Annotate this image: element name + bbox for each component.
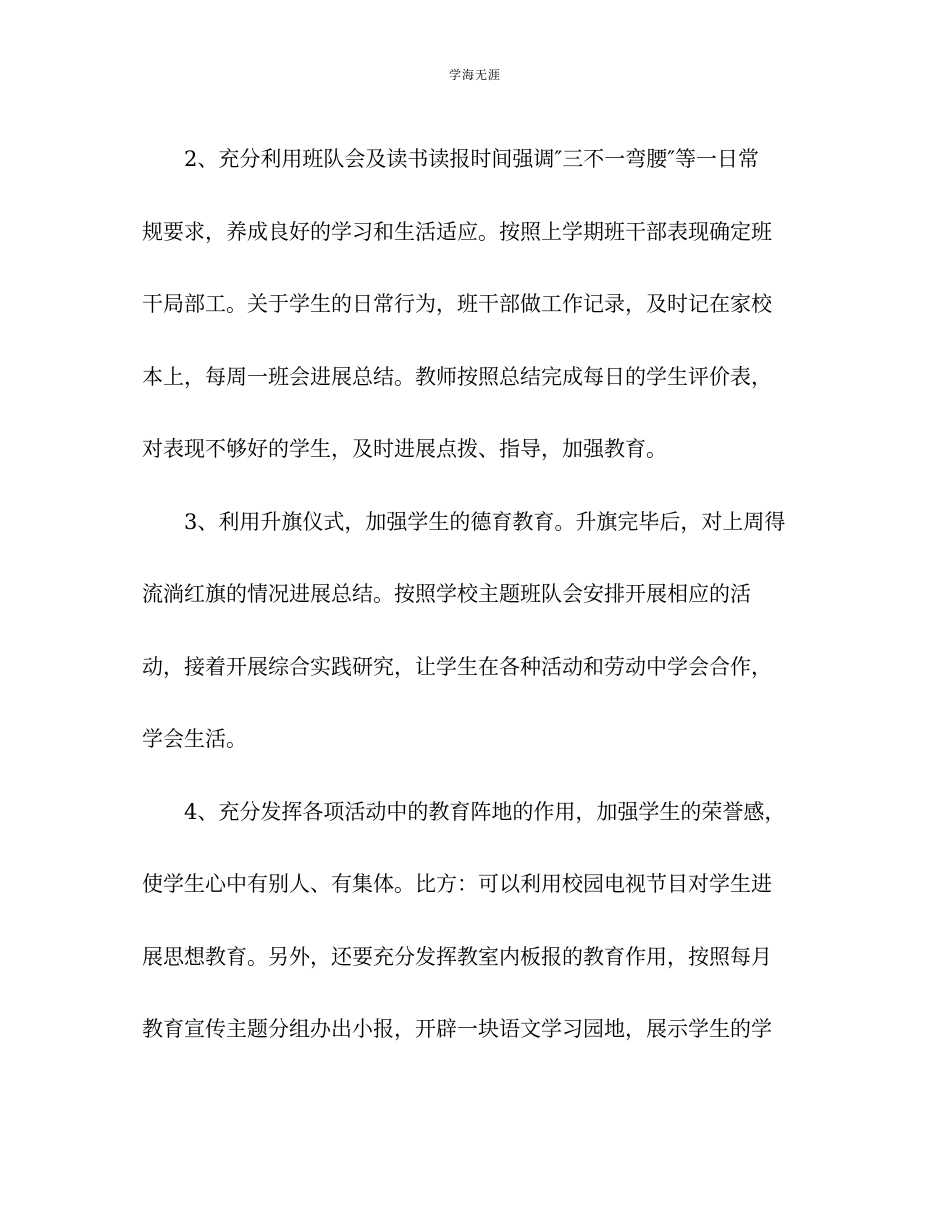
page-header: 学海无涯 — [448, 68, 501, 82]
text-line: 展思想教育。另外，还要充分发挥教室内板报的教育作用，按照每月 — [142, 944, 772, 969]
text-line: 干局部工。关于学生的日常行为，班干部做工作记录，及时记在家校 — [142, 292, 772, 316]
text-line: 流淌红旗的情况进展总结。按照学校主题班队会安排开展相应的活 — [142, 582, 751, 606]
text-line: 3、利用升旗仪式，加强学生的德育教育。升旗完毕后，对上周得 — [184, 509, 786, 534]
text-line: 本上，每周一班会进展总结。教师按照总结完成每日的学生评价表， — [142, 364, 772, 389]
text-line: 2、充分利用班队会及读书读报时间强调″三不一弯腰″等一日常 — [184, 147, 760, 171]
text-line: 学会生活。 — [142, 727, 247, 751]
text-line: 4、充分发挥各项活动中的教育阵地的作用，加强学生的荣誉感， — [184, 799, 786, 824]
text-line: 动，接着开展综合实践研究，让学生在各种活动和劳动中学会合作， — [142, 654, 772, 679]
text-line: 教育宣传主题分组办出小报，开辟一块语文学习园地，展示学生的学 — [142, 1017, 772, 1041]
text-line: 规要求，养成良好的学习和生活适应。按照上学期班干部表现确定班 — [142, 219, 772, 244]
document-body — [142, 139, 812, 1082]
text-line: 对表现不够好的学生，及时进展点拨、指导，加强教育。 — [142, 437, 667, 461]
text-line: 使学生心中有别人、有集体。比方：可以利用校园电视节目对学生进 — [142, 872, 772, 896]
